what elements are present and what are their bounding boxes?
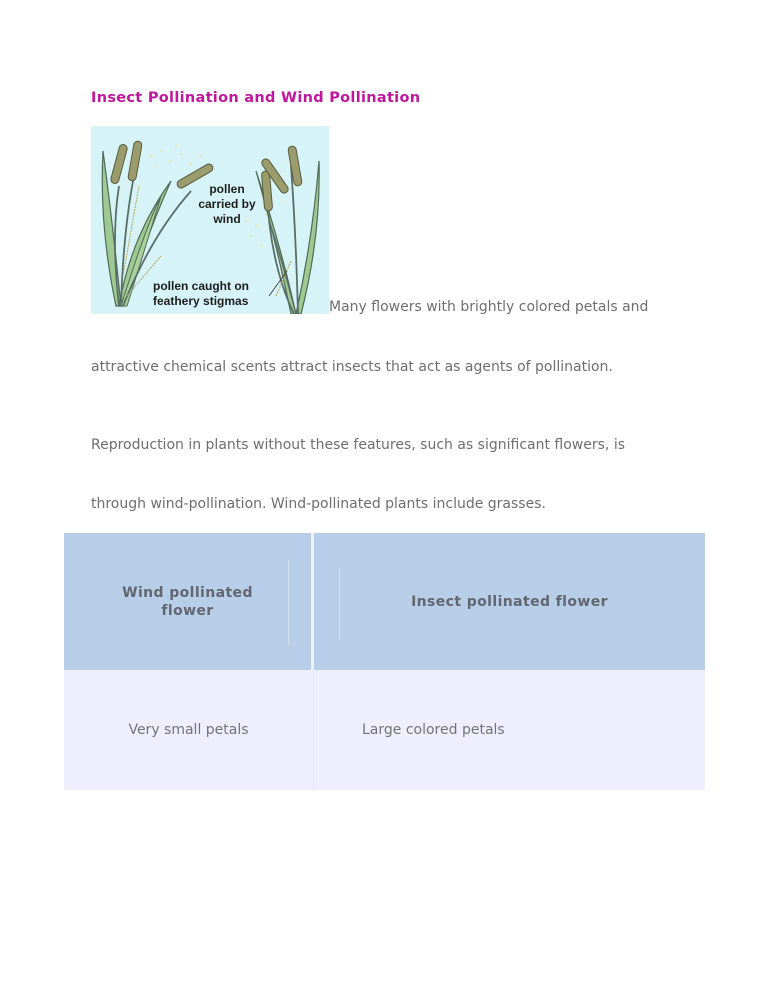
paragraph-line-1: Many flowers with brightly colored petals and xyxy=(329,299,649,315)
page-title: Insect Pollination and Wind Pollination xyxy=(91,90,421,106)
figure-label-line: feathery stigmas xyxy=(153,294,249,308)
figure-label-line: wind xyxy=(213,212,241,226)
cell-wind-petals: Very small petals xyxy=(64,670,314,790)
wind-pollination-illustration xyxy=(91,126,329,314)
figure-label-line: pollen caught on xyxy=(153,279,249,293)
figure-label-pollen-caught xyxy=(153,279,273,309)
header-line: flower xyxy=(161,602,214,619)
table-header-row xyxy=(64,533,705,670)
paragraph-line-4: through wind-pollination. Wind-pollinated plants include grasses. xyxy=(91,496,546,512)
header-wind-pollinated xyxy=(64,533,314,670)
cell-divider xyxy=(288,560,289,645)
paragraph-line-2: attractive chemical scents attract insects that act as agents of pollination. xyxy=(91,359,613,375)
header-line: Wind pollinated xyxy=(122,584,253,601)
table-row xyxy=(64,670,705,790)
cell-insect-petals: Large colored petals xyxy=(314,670,705,790)
figure-label-pollen-carried xyxy=(187,182,267,227)
paragraph-line-3: Reproduction in plants without these features, such as significant flowers, is xyxy=(91,437,625,453)
comparison-table xyxy=(64,533,705,790)
figure-label-line: pollen xyxy=(209,182,245,196)
figure-label-line: carried by xyxy=(198,197,256,211)
header-insect-pollinated: Insect pollinated flower xyxy=(314,533,705,670)
cell-divider xyxy=(339,568,340,640)
